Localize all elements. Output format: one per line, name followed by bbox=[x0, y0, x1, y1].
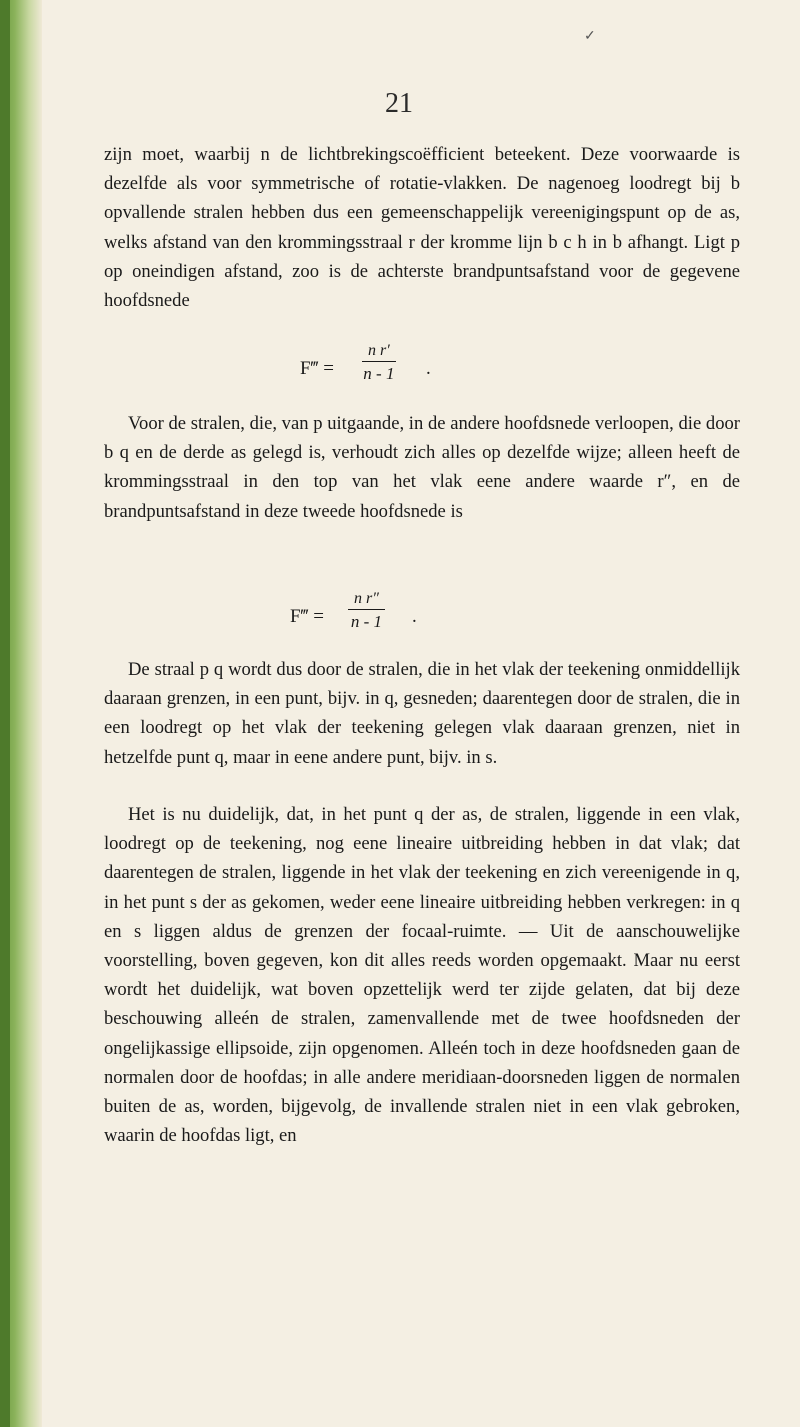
formula-2-denominator: n - 1 bbox=[350, 612, 383, 631]
paragraph-1: zijn moet, waarbij n de lichtbrekingscoëfficient beteekent. Deze voorwaarde is dezelfde als voor symmetrische of rotatie-vlakken. De nagenoeg loodregt bij b opvallende stralen hebben dus een gemeenschappelijk vereenigingspunt op de as, welks afstand van den krommingsstraal r der kromme lijn b c h in b afhangt. Ligt p op oneindigen afstand, zoo is de achterste brandpuntsafstand voor de gegevene hoofdsnede bbox=[104, 144, 740, 312]
paragraph-2: Voor de stralen, die, van p uitgaande, in de andere hoofdsnede verloopen, die door b q en de derde as gelegd is, verhoudt zich alles op dezelfde wijze; alleen heeft de krommingsstraal in den top van het vlak eene andere waarde r″, en de brandpuntsafstand in deze tweede hoofdsnede is bbox=[104, 413, 740, 522]
formula-1-numerator: n r′ bbox=[362, 342, 396, 362]
page-number: 21 bbox=[385, 88, 413, 119]
formula-2 bbox=[290, 590, 530, 650]
formula-2-lhs: F‴ = bbox=[290, 606, 324, 627]
paragraph-4: Het is nu duidelijk, dat, in het punt q der as, de stralen, liggende in een vlak, loodregt op de teekening, nog eene lineaire uitbreiding hebben in dat vlak; dat daarentegen de stralen, liggende in het vlak der teekening en zich vereenigende in q, in het punt s der as gekomen, weder eene lineaire uitbreiding hebben verkregen: in q en s liggen aldus de grenzen der focaal-ruimte. — Uit de aanschouwelijke voorstelling, boven gegeven, kon dit alles reeds worden opgemaakt. Maar nu eerst wordt het duidelijk, wat boven opzettelijk werd ter zijde gelaten, dat bij deze beschouwing alleén de stralen, zamenvallende met de twee hoofdsneden der ongelijkassige ellipsoide, zijn opgenomen. Alleén toch in deze hoofdsneden gaan de normalen door de hoofdas; in alle andere meridiaan-doorsneden liggen de normalen buiten de as, worden, bijgevolg, de invallende stralen niet in een vlak gebroken, waarin de hoofdas ligt, en bbox=[104, 804, 740, 1147]
formula-1 bbox=[300, 342, 540, 402]
formula-2-period: . bbox=[412, 606, 417, 627]
formula-2-fraction bbox=[348, 590, 385, 632]
book-spine bbox=[0, 0, 10, 1427]
formula-1-period: . bbox=[426, 358, 431, 379]
paragraph-3: De straal p q wordt dus door de stralen, die in het vlak der teekening onmiddellijk daaraan grenzen, in een punt, bijv. in q, gesneden; daarentegen door de stralen, die in een loodregt op het vlak der teekening gelegen vlak daaraan grenzen, niet in hetzelfde punt q, maar in eene andere punt, bijv. in s. bbox=[104, 659, 740, 768]
formula-1-lhs: F‴ = bbox=[300, 358, 334, 379]
formula-1-fraction bbox=[362, 342, 396, 384]
formula-1-denominator: n - 1 bbox=[363, 364, 395, 383]
corner-mark: ✓ bbox=[584, 28, 596, 44]
formula-2-numerator: n r″ bbox=[348, 590, 385, 610]
